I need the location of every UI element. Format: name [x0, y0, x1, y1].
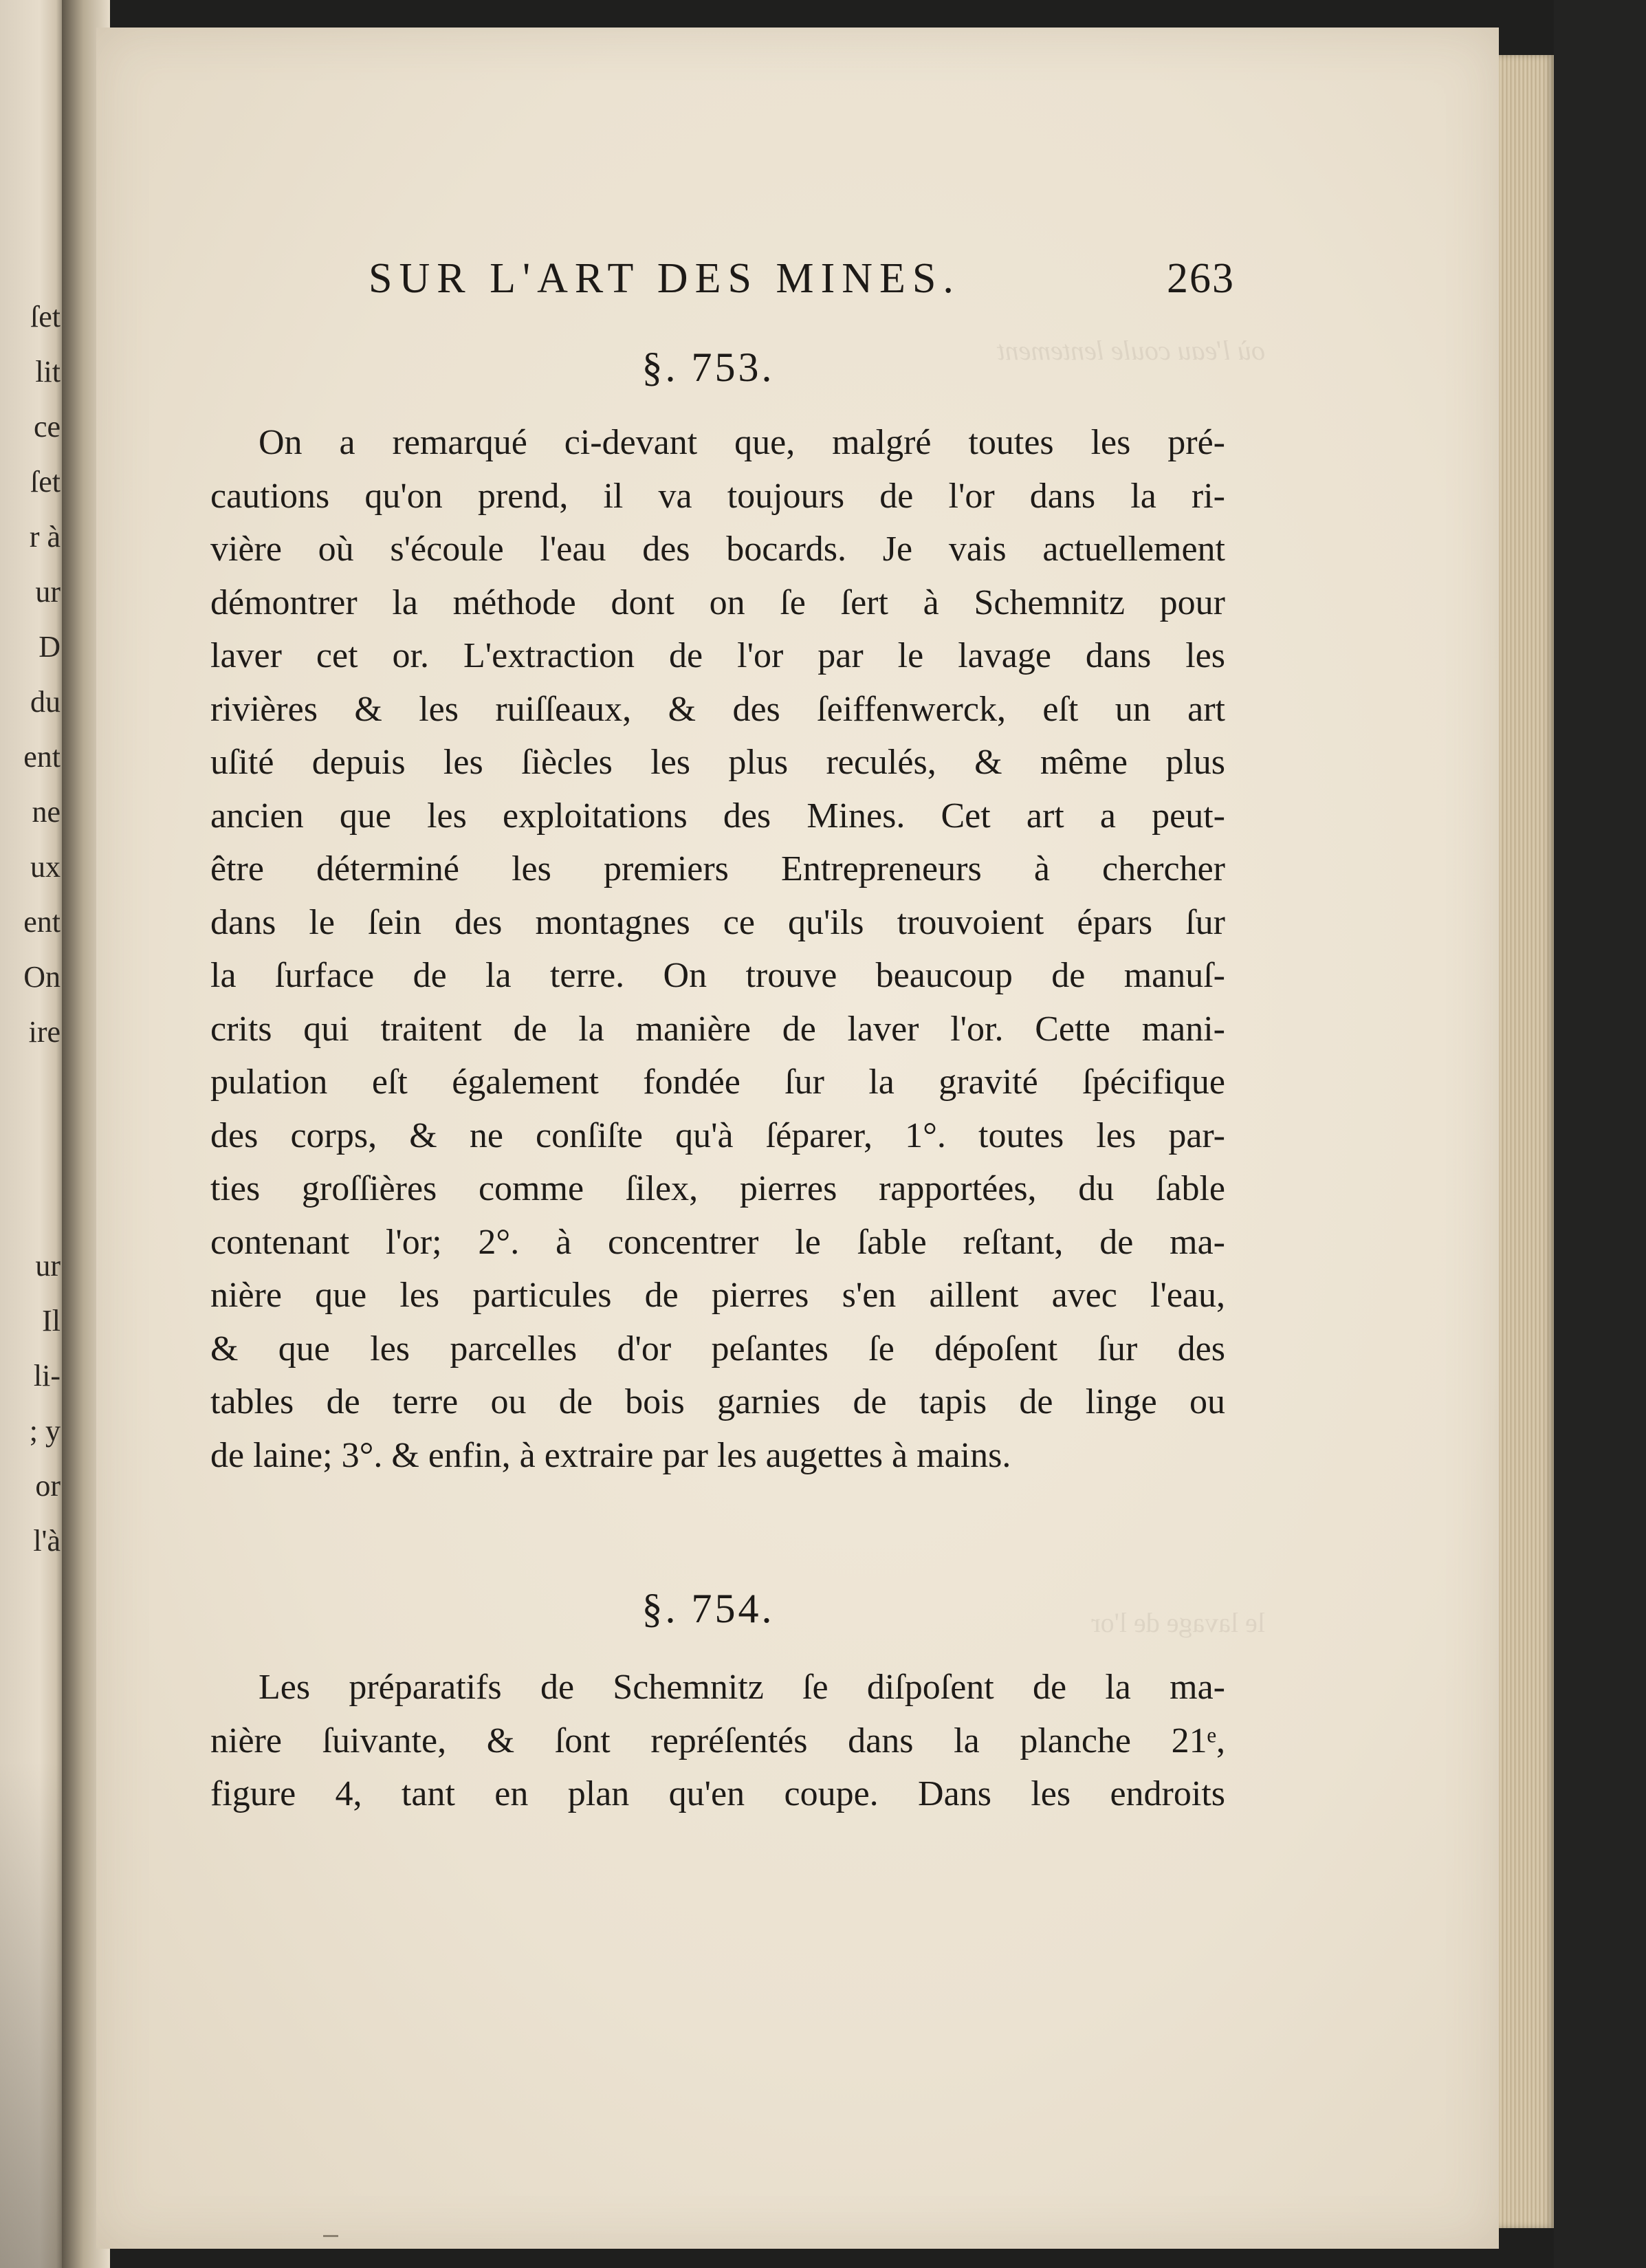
- section-754-text: [210, 1661, 1225, 1821]
- text-line: uſité depuis les ſiècles les plus reculés, & même plus: [210, 743, 1225, 782]
- left-fragment: ent: [23, 905, 61, 939]
- text-line: crits qui traitent de la manière de laver l'or. Cette mani-: [210, 1009, 1225, 1049]
- left-fragment: D: [39, 630, 61, 664]
- text-line: On a remarqué ci-devant que, malgré toutes les pré-: [259, 423, 1225, 462]
- show-through-text: où l'eau coule lentement: [997, 335, 1265, 366]
- text-line: la ſurface de la terre. On trouve beaucoup de manuſ-: [210, 956, 1225, 995]
- text-line: vière où s'écoule l'eau des bocards. Je vais actuellement: [210, 530, 1225, 569]
- left-page-shadow: [0, 1760, 66, 2268]
- text-line: laver cet or. L'extraction de l'or par le lavage dans les: [210, 636, 1225, 675]
- left-fragment: ; y: [29, 1414, 61, 1448]
- text-line: de laine; 3°. & enfin, à extraire par les augettes à mains.: [210, 1435, 1011, 1475]
- left-fragment: r à: [29, 520, 61, 554]
- left-fragment: On: [23, 960, 61, 994]
- text-line: tables de terre ou de bois garnies de tapis de linge ou: [210, 1382, 1225, 1421]
- text-line: & que les parcelles d'or peſantes ſe dépoſent ſur des: [210, 1329, 1225, 1369]
- left-fragment: ſet: [30, 300, 61, 334]
- left-fragment: l'à: [33, 1524, 61, 1558]
- left-fragment: ne: [32, 795, 61, 829]
- text-line: rivières & les ruiſſeaux, & des ſeiffenwerck, eſt un art: [210, 689, 1225, 729]
- text-line: ancien que les exploitations des Mines. Cet art a peut-: [210, 796, 1225, 836]
- left-fragment: ce: [33, 410, 61, 444]
- page-number: 263: [1167, 255, 1235, 302]
- left-fragment: ire: [28, 1015, 61, 1049]
- text-line: ties groſſières comme ſilex, pierres rapportées, du ſable: [210, 1169, 1225, 1208]
- text-line: pulation eſt également fondée ſur la gravité ſpécifique: [210, 1062, 1225, 1102]
- text-line: dans le ſein des montagnes ce qu'ils trouvoient épars ſur: [210, 902, 1225, 942]
- left-fragment: ux: [30, 850, 61, 884]
- left-fragment: du: [30, 685, 61, 719]
- left-fragment: ent: [23, 740, 61, 774]
- running-head-title: SUR L'ART DES MINES.: [369, 255, 961, 302]
- text-line: être déterminé les premiers Entrepreneurs à chercher: [210, 849, 1225, 888]
- text-line: cautions qu'on prend, il va toujours de l'or dans la ri-: [210, 476, 1225, 516]
- text-line: démontrer la méthode dont on ſe ſert à Schemnitz pour: [210, 582, 1225, 622]
- text-line: nière que les particules de pierres s'en aillent avec l'eau,: [210, 1276, 1225, 1315]
- book-page: [96, 28, 1499, 2249]
- left-fragment: li-: [33, 1359, 61, 1393]
- section-753-text: [210, 416, 1225, 1482]
- left-fragment: or: [35, 1469, 61, 1503]
- section-heading-754: §. 754.: [641, 1586, 775, 1631]
- text-line: Les préparatifs de Schemnitz ſe diſpoſent de la ma-: [259, 1668, 1225, 1707]
- running-head: [369, 254, 1235, 316]
- show-through-text: le lavage de l'or: [1091, 1607, 1265, 1638]
- left-fragment: ur: [35, 575, 61, 609]
- text-line: figure 4, tant en plan qu'en coupe. Dans les endroits: [210, 1774, 1225, 1813]
- scan-border-right: [1554, 0, 1646, 2268]
- left-fragment: ur: [35, 1249, 61, 1283]
- left-fragment: lit: [35, 355, 61, 389]
- text-line: nière ſuivante, & ſont repréſentés dans la planche 21ᵉ,: [210, 1721, 1225, 1760]
- section-heading-753: §. 753.: [641, 345, 775, 390]
- text-line: des corps, & ne conſiſte qu'à ſéparer, 1°. toutes les par-: [210, 1115, 1225, 1155]
- left-fragment: ſet: [30, 465, 61, 499]
- left-fragment: Il: [42, 1304, 61, 1338]
- page-mark: [323, 2235, 338, 2237]
- text-line: contenant l'or; 2°. à concentrer le ſable reſtant, de ma-: [210, 1222, 1225, 1262]
